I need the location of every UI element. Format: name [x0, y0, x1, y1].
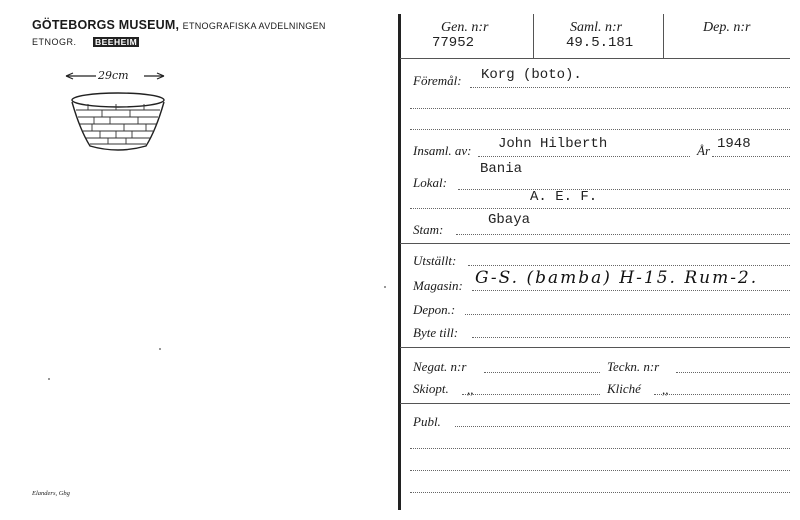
foremal-line-2 [410, 108, 790, 109]
header-rule [400, 58, 790, 59]
header-divider [533, 14, 534, 58]
museum-header [32, 18, 326, 32]
utstallt-line [468, 265, 790, 266]
section-rule [400, 243, 790, 244]
dimension-label: 29cm [98, 69, 129, 82]
depon-line [465, 314, 790, 315]
skiopt-line [462, 394, 600, 395]
card-divider [398, 14, 401, 510]
section-rule-3 [400, 403, 790, 404]
kliche-line [654, 394, 790, 395]
foremal-line-3 [410, 129, 790, 130]
speck [384, 286, 386, 288]
byte-line [472, 337, 790, 338]
teckn-label: Teckn. n:r [607, 359, 660, 374]
stamp-overprint: BEEHEIM [95, 37, 138, 47]
insaml-value: John Hilberth [498, 136, 608, 152]
foremal-line [470, 87, 790, 88]
saml-label: Saml. n:r [570, 20, 623, 35]
byte-label: Byte till: [413, 325, 459, 340]
utstallt-label: Utställt: [413, 253, 457, 268]
magasin-label: Magasin: [413, 278, 463, 293]
section-label: ETNOGR. [32, 37, 77, 47]
foremal-label: Föremål: [413, 73, 462, 88]
depon-label: Depon.: [413, 302, 456, 317]
lokal-value: Bania [480, 161, 523, 177]
publ-line-2 [410, 448, 790, 449]
magasin-line [472, 290, 790, 291]
ar-label: År [697, 143, 710, 158]
gen-label: Gen. n:r [441, 20, 489, 35]
museum-name: GÖTEBORGS MUSEUM, [32, 18, 180, 32]
publ-line-4 [410, 492, 790, 493]
dep-label: Dep. n:r [703, 20, 751, 35]
printer-imprint: Elanders, Gbg [32, 490, 70, 497]
lokal-line-2 [410, 208, 790, 209]
kliche-ditto: ,, [662, 382, 669, 397]
publ-line [455, 426, 790, 427]
stam-value: Gbaya [488, 212, 531, 228]
negat-line [484, 372, 600, 373]
ar-line [712, 156, 790, 157]
insaml-label: Insaml. av: [413, 143, 472, 158]
teckn-line [676, 372, 790, 373]
saml-value: 49.5.181 [566, 35, 634, 51]
lokal-label: Lokal: [413, 175, 447, 190]
insaml-line [478, 156, 690, 157]
lokal-line [458, 189, 790, 190]
speck [159, 348, 161, 350]
magasin-value: G-S. (bamba) H-15. Rum-2. [475, 268, 759, 288]
skiopt-label: Skiopt. [413, 381, 449, 396]
foremal-value: Korg (boto). [481, 67, 582, 83]
publ-label: Publ. [413, 414, 441, 429]
speck [48, 378, 50, 380]
ar-value: 1948 [717, 136, 751, 152]
lokal-value-2: A. E. F. [530, 189, 598, 205]
gen-value: 77952 [432, 35, 475, 51]
kliche-label: Kliché [607, 381, 641, 396]
negat-label: Negat. n:r [413, 359, 467, 374]
header-divider [663, 14, 664, 58]
publ-line-3 [410, 470, 790, 471]
section-rule-2 [400, 347, 790, 348]
stam-line [456, 234, 790, 235]
museum-department: ETNOGRAFISKA AVDELNINGEN [182, 21, 326, 31]
basket-sketch [66, 90, 170, 156]
stam-label: Stam: [413, 222, 444, 237]
skiopt-ditto: ,, [467, 382, 474, 397]
